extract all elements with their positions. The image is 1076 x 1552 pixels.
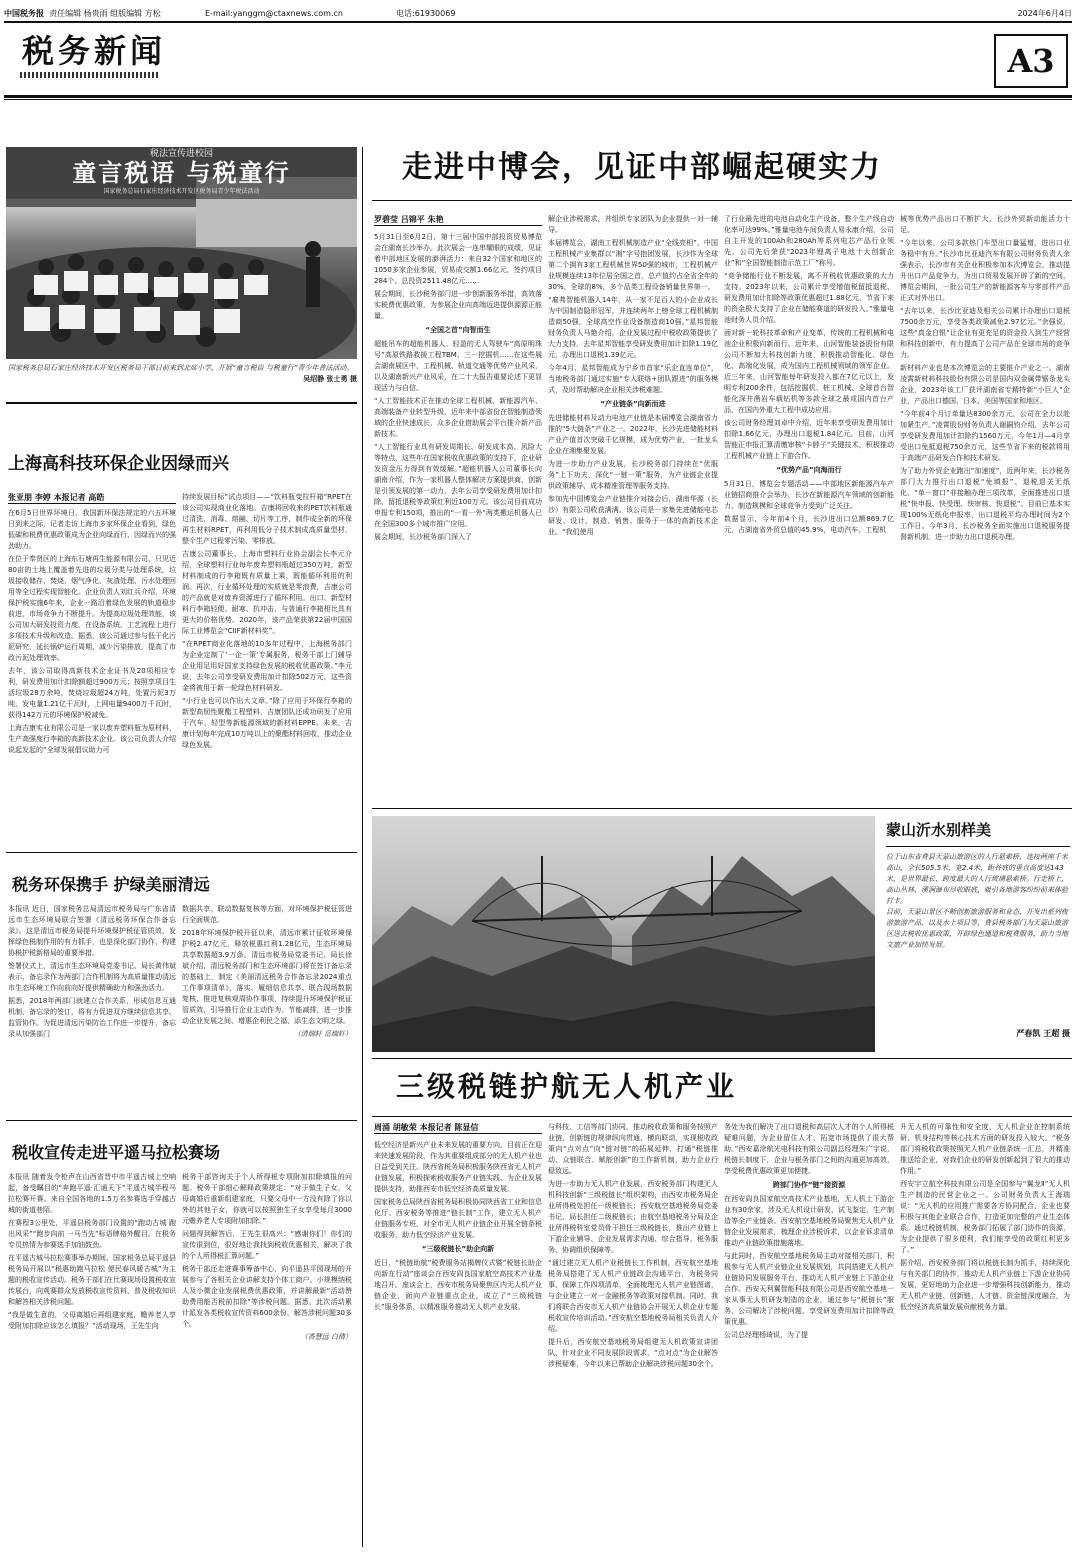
paragraph: 面对新一轮科技革命和产业变革，传统的工程机械和电池企业积极向新而行。近年来，山河智能装备股份有限公司不断加大科技创新力度，积极推动智能化、绿色化、高端化发展，成为国内工程机械领域的领军企业。近三年来，山河智能每年研发投入都在7亿元以上，发明专利200余件，包括挖掘机、桩工机械、全球首台智能化深井凿岩车载钻机等多款全球之最或国内首台产品，在国内外重大工程中成功应用。 — [724, 329, 894, 414]
paragraph: 问题得到解答后，王先生很高兴：“感谢你们！你们的宣传很到位，很好地让我找到税收优惠相关，解决了我的个人所得税汇算问题。” — [182, 1230, 352, 1260]
paragraph: 税务干部还走进赛事筹备中心，向平遥县平园现场的开展参与了各相关企业讲解支持个体工商户、小规模纳税人及小微企业发展税费优惠政策，并讲解最新“活动赞助费用能否税前扣除”等涉税问题。据悉，此次活动累计派发各类税收宣传资料600余份，解答涉税问题30多个。 — [182, 1265, 352, 1328]
drone-subheading: 跨部门协作“链”接资源 — [772, 1181, 846, 1189]
expo-column-1 — [374, 232, 542, 800]
paragraph: 参加先中国博览会产业链推介对接会后，湖南华源（长沙）有限公司收获满满。该公司是一家集先进储能电芯研发、设计、制造、销售、服务于一体的高新技术企业。“我们使用 — [548, 495, 718, 536]
paragraph: 在6月5日世界环境日、我国新环保法规定的六五环境日到来之际，记者走访上海市多家环保企业看到，绿色低碳和税费优惠政策成为企业向绿而行、因绿而兴的强劲助力。 — [8, 509, 176, 550]
paragraph: “我是做生意的，父母离婚后再组建家庭，赡养老人享受附加扣除应该怎么填报？”活动现场，王先生向 — [8, 1311, 176, 1330]
paragraph: 展会期间，长沙税务部门进一步创新服务举措，高效落实税费优惠政策，为参展企业向高端迈进提供源源正能量。 — [374, 290, 542, 320]
paragraph: 展会期间，长沙税务部门深入了 — [374, 533, 472, 541]
drone-byline: 周涌 胡敏荣 本报记者 陈显信 — [374, 1122, 542, 1134]
shanghai-column-2 — [182, 492, 352, 844]
expo-byline: 罗碧莹 吕锦平 朱艳 — [374, 214, 542, 226]
paragraph: 5月31日，博览会专题活动——中部地区新能源汽车产业链招商推介会举办，长沙在新能源汽车领域的创新能力、制造规模和全球竞争力受到广泛关注。 — [724, 480, 894, 510]
paragraph: 为了助力外贸企业跑出“加速度”，近两年来，长沙税务部门大力推行出口退税“免填报”、退税退关无纸化、“单一窗口”非接触办理三项改革，全面推进出口退税“快申报、快受理、快审核、快退税”。目前已基本实现100%无纸化申报率，出口退税平均办理时间为2个工作日。今年3月，长沙税务全面实施出口退税服务提督新机制，进一步助力出口退税办理。 — [900, 467, 1070, 541]
paragraph: 与科技、工信等部门协同，推动税收政策和服务按照产业链、创新链的规律纵向贯通、横向联动，实现税收政策向“点对点”向“链对链”的拓展延伸，打通“税链推动、众链联合、赋能创新”的工作新机制，助力企业行稳致远。 — [548, 1123, 718, 1175]
paragraph: 5月31日至6月2日，第十三届中国中部投资贸易博览会在湖南长沙举办。此次展会一连串耀眼的成绩，见证着中部地区发展的澎湃活力：来自32个国家和地区的1050多家企业参展，贸易成交额1.66亿元，签约项目284个、总投资2511.48亿元…… — [374, 233, 542, 285]
photo1-caption — [8, 363, 357, 399]
paragraph: 升无人机的可靠性和安全度，无人机企业在控制系统研、机身结构等核心技术方面的研发投入较大。“税务部门将税收政策按照无人机产业链条统一汇总，并精准推送给企业，对我们企业的研发创新起到了很大的推动作用。” — [900, 1123, 1070, 1175]
qingyuan-column-1 — [8, 904, 176, 1110]
pingyao-column-1 — [8, 1172, 176, 1546]
paragraph: 提升后，西安航空基地税务局组建无人机政策宣讲团队，针对企业不同发展阶段需求，“点对点”为企业解答涉税疑难，今年以来已帮助企业解决涉税问题30余个。 — [548, 1338, 718, 1368]
banner-subline: 国家税务总局石家庄经济技术开发区税务局青少年税法活动 — [103, 188, 260, 195]
drone-subheading: “三级税链长”助企向新 — [421, 1245, 495, 1253]
qingyuan-column-2 — [182, 904, 352, 1110]
paragraph: 国家税务总局陕西省税务局积极协同陕西省工业和信息化厅、西安税务等推进“链长制”工作，建立无人机产业链服务专班，对全市无人机产业链企业开展全链条税收服务，助力低空经济产业发展。 — [374, 1198, 542, 1239]
page-number: A3 — [994, 34, 1068, 88]
photo-mengshan-bridge — [372, 816, 875, 1052]
section-ornament — [20, 72, 160, 78]
paper-name: 中国税务报 — [4, 9, 44, 18]
photo-tax-education-activity — [6, 147, 357, 359]
photo-banner — [6, 147, 357, 199]
expo-column-3 — [724, 214, 894, 800]
paragraph: 在赛程3公里处，平遥县税务部门设置的“跑动古城 跑出风采”“跑步向前 一马当先”标语牌格外醒目。在税务专员热情为参赛选手加油鼓劲。 — [8, 1219, 176, 1249]
pingyao-credit: （香慧远 白倩） — [300, 1333, 352, 1341]
paragraph: “小行业也可以作出大文章。”除了应用于环保行李箱的新型高韧性聚酯工程塑料，吉康团队还成功研发了应用于汽车、轻型等新能源领域的新材料EPPE。未来，吉康计划每年完成10万吨以上的聚酯材料回收，推动企业绿色发展。 — [182, 697, 352, 749]
paragraph: 了行业最先进的电池自动化生产设备，整个生产线自动化率可达99%。”雅量电池车间负责人易永康介绍，公司自主开发的100Ah和280Ah等系列电芯产品行业领先，公司先后荣获“2023年锂离子电池十大创新企业”和“全国智能制造示范工厂”称号。 — [724, 215, 894, 267]
paragraph: 目前，天蒙山景区不断创新旅游服务和业态，开发出系列夜游旅游产品，以及水上项目等，费县税务部门为天蒙山旅游区送去税收优惠政策，开辟绿色通道和税费服务，助力当地文旅产业加快发展。 — [886, 908, 1068, 949]
paragraph: 持续发展目标”试点项目——“饮料瓶变拉杆箱”RPET在该公司实现商业化落地。吉康将回收来的PET饮料瓶通过清洗、消毒、熔融、切片等工序，制作成全新的环保再生材料RPET，再利用低分子技术制成高质量型材，整个生产过程零污染、零排放。 — [182, 493, 352, 545]
header-email: E-mail:yanggm@ctaxnews.com.cn — [205, 9, 343, 18]
shanghai-column-1 — [8, 508, 176, 844]
paragraph: 在西安阎良国家航空高技术产业基地，无人机上下游企业有30余家，涉及无人机设计研发、试飞鉴定、生产制造等全产业链条。西安航空基地税务局聚焦无人机产业链企业发展需求，梳理企业涉税诉求，以企业诉求清单推动产业链政策措施落地。 — [724, 1195, 894, 1247]
banner-big-title: 童言税语 与税童行 — [72, 158, 291, 187]
qingyuan-credit: （清瑞轩 岳瑞轩） — [293, 1030, 352, 1038]
paragraph: 税务干部咨询关于个人所得税专项附加扣除填报的问题。税务干部细心解释政策规定：“对于做生子女，父母离婚后重新组建家庭，只要父母中一方没有除了你以外的其他子女，你就可以按照独生子女享受每月3000元赡养老人专项附加扣除。” — [182, 1173, 352, 1225]
paragraph: 务处为我们解决了出口退税和高层次人才的个人所得税疑难问题，为企业留住人才、拓宽市场提供了很大帮助。”西安嘉涂航光电科技有限公司副总经理朱广宇说，税链长制度下，企业与税务部门之间的沟通更加高效，享受税费优惠政策更加便捷。 — [724, 1123, 894, 1175]
pingyao-column-2 — [182, 1172, 352, 1546]
expo-title: 走进中博会，见证中部崛起硬实力 — [402, 150, 882, 185]
paragraph: 为进一步助力无人机产业发展，西安税务部门构建无人机科技创新“三级税链长”组织架构，由西安市税务局企业所得税处担任一级税链长；西安航空基地税务局党委书记、局长担任二级税链长；由航空基地税务分局及企业所得税科室党员骨干担任三级税链长，推出产业链上下游企业辅导、企业发展需求沟通、综合指导、税务服务、协调组织保障等。 — [548, 1180, 718, 1254]
paragraph: 上海吉康实业有限公司是一家以废弃塑料瓶为原材料，生产高强度行李箱的高新技术企业。该公司负责人介绍说起发起的“全球发展倡议助力可 — [8, 724, 176, 754]
paragraph: 低空经济是新兴产业未来发展的重要方向，目前正在迎来快速发展阶段，作为其重要组成部分的无人机产业也日益受到关注。陕西省税务局积极服务陕西省无人机产业链发展，积极探索税收服务产业链实践，为企业发展提供支持，助推西安市低空经济高质量发展。 — [374, 1141, 542, 1193]
bridge-scene-graphic — [372, 816, 875, 1052]
paragraph: 数据共享、联动数据复核等方面，对环境保护税征管进行全面规范。 — [182, 905, 352, 924]
paragraph: “去年以来，长沙比亚迪及相关公司累计办理出口退税7500余万元，享受各类政策减免2.97亿元。”余强说，这些“真金白银”让企业有更充足的资金投入到生产经营和科技创新中，有力提高了公司产品在全球市场的竞争力。 — [900, 307, 1070, 359]
expo-subheading: “产业链条”向新而进 — [600, 400, 666, 408]
paragraph: 签署仪式上，清远市生态环境局党委书记、局长黄伟斌表示，备忘录作为两部门合作机制将为高质量推动清远市生态环境工作向前向好提供精确助力和强劲活力。 — [8, 962, 176, 992]
expo-column-4 — [900, 214, 1070, 800]
paragraph: “竞争储能行业不断发展，离不开税收优惠政策的大力支持。2023年以来，公司累计享受增值税留抵退税、研发费用加计扣除等政策优惠超过1.88亿元，节省下来的资金极大支持了企业在储能赛道的研发投入。”雅量电池财务人员介绍。 — [724, 272, 894, 324]
paragraph: “人工智能行业具有研发周期长、研发成本高、风险大等特点，这些年在国家税收优惠政策的支持下，企业研发资金压力得到有效缓解。”超能机器人公司董事长向湖南介绍，作为一家机器人整体解决方案提供商，创新是引领发展的第一动力，去年公司享受研发费用加计扣除、留抵退税等政策红利近100万元。该公司目前成功申报专利150项，推出的“一看一外”两类搬运机器人已在全国300多个城市推广应用。 — [374, 443, 542, 528]
paragraph: 为进一步助力产业发展，长沙税务部门持续在“优服务”上下功夫，深化“一链一策”服务，为产业链企业提供政策辅导、成本精准管理等服务支持。 — [548, 460, 718, 490]
drone-column-3 — [724, 1122, 894, 1546]
editors: 责任编辑 杨贵雨 组版编辑 方松 — [49, 9, 161, 18]
photo1-credit: 吴绍静 张士勇 摄 — [303, 375, 357, 383]
drone-title: 三级税链护航无人机产业 — [396, 1070, 738, 1103]
paragraph: 数据显示，今年前4个月，长沙进出口总额869.7亿元，占湖南省外贸总值的45.9%，电动汽车、工程机 — [724, 515, 894, 534]
paragraph: 新材料产业也是本次博览会的主要推介产业之一。湖南凌霄新材料科技股份有限公司是国内双金属带锯条龙头企业，2023年该工厂获评湖南省专精特新“小巨人”企业，产品出口德国、日本、美国等国家和地区。 — [900, 364, 1070, 405]
pingyao-title: 税收宣传走进平遥马拉松赛场 — [12, 1143, 221, 1162]
expo-subheading: “优势产品”向海而行 — [776, 466, 842, 474]
paragraph: 吉康公司董事长、上海市塑料行业协会副会长李元介绍，全球塑料行业每年废弃塑料瓶超过350万吨，新型材料制成的行李箱既有质量上乘，既能循环利用的利润。再次，行业循环处理的实质就是零浪费，吉康公司的产品就是对废弃资源进行了循环利用。出口、新型材料行李箱轻便、耐寒、抗冲击，与普通行李箱相比具有更大的价格优势。2020年，该产品荣获第22届中国国际工业博览会“CIIF新材料奖”。 — [182, 550, 352, 635]
header-phone: 电话:61930069 — [396, 9, 456, 18]
paragraph: 位于山东省费县天蒙山旅游区的人行悬索桥，连接两座千米高山，全长505.5米，宽2.4米，距谷底的垂直高度达143米，是世界最长、跨度最大的人行玻璃悬索桥。行走桥上，高山丛林、溪涧瀑布尽收眼底，吸引各地游客纷纷前来体验打卡。 — [886, 853, 1068, 905]
paragraph: “人工智能技术正在推动全球工程机械、新能源汽车、高端装备产业转型升级，近年来中部省份在智能制造领域的企业快速成长，众多企业借助展会平台推介新产品新技术。 — [374, 397, 542, 438]
photo2-title: 蒙山沂水别样美 — [886, 821, 992, 839]
paragraph: 超能吊车的超能机器人、轻盈的无人驾驶车“高原明珠号”高原铁路救援工程TBM、三一挖掘机……在这些展会湖南展区中，工程机械、轨道交通等优势产业风采，以及湖南新兴产业风采，在二十大报告重要论述下更显现活力与自信。 — [374, 340, 542, 392]
paragraph: 本报讯 随着发令枪声在山西省晋中市平遥古城上空响起，备受瞩目的“奔跑平遥·汇通天下”平遥古城半程马拉松赛开赛。来自全国各地的1.5万名参赛选手穿越古城的街道巷陌。 — [8, 1173, 176, 1214]
paragraph: 在位于奉贤区的上海东石塘再生能源有限公司，只见近80亩的土地上覆盖着先进的垃圾分类与处理系统，垃圾接收储存、焚烧、烟气净化、灰渣处理、污水处理回用等全过程实现智能化。企业负责人刘红兵介绍，环境保护税实施6年来，企业一路沿着绿色发展的轨道稳步前进，市场竞争力不断提升。为提高垃圾处理效能，该公司加大研发投资力度，在设备系统、工艺流程上进行多项技术升级和改造。据悉，该公司通过参与低干化污泥研究，延长锅炉运行周期，减少污染排放，提高了市政污泥处理效率。 — [8, 555, 176, 662]
paragraph: “今年以来，公司多款热门车型出口量猛增，进出口业务稳中有升。”长沙市比亚迪汽车有限公司财务负责人余强表示，长沙市有关企业积极参加本次博览会，推动提升出口产品竞争力，为出口贸易发展开辟了新的空间，博览会期间，一批公司生产的新能源客车与零部件产品正式对外出口。 — [900, 239, 1070, 302]
paragraph: 本届博览会，湖南工程机械制造产业“全线亮相”，中国工程机械产业集群以“湘”字号抱团发展，长沙作为全球第二个拥有3家工程机械世界50强的城市，工程机械产业规模连续13年位居全国之首，总产值约占全省全年的30%、全球的8%，多个品类工程设备销量世界第一。 — [548, 239, 718, 291]
paragraph: “通过建立无人机产业税链长工作机制，西安航空基地税务局搭建了无人机产业链政企沟通平台，为税务同事、保障工作四项清单，全面梳理无人机产业链图谱，与企业建立一对一金融税务等政策对接机制。同时，我们将联合西安市无人机产业链协会开展无人机企业专题税收宣传培训活动。”西安航空基地税务局相关负责人介绍。 — [548, 1259, 718, 1333]
paragraph: 该公司财务经理刘卓中介绍，近年来享受研发费用加计扣除1.66亿元，办理出口退税1.84亿元。目前，山河智能正申报汇算清缴审核“卡脖子”关键技术，积极推动工程机械产业链上下游合作。 — [724, 419, 894, 460]
paragraph: 械等优势产品出口不断扩大，长沙外贸新动能活力十足。 — [900, 215, 1070, 234]
paragraph: 在平遥古城马拉松赛事举办期间，国家税务总局平遥县税务局开展以“税惠助跑马拉松 便民春风暖古城”为主题的税收宣传活动。税务干部们在比赛现场设置税收宣传展台，向观赛群众发放税收宣传资料，普及税收知识和解答相关涉税问题。 — [8, 1254, 176, 1306]
drone-column-1 — [374, 1140, 542, 1546]
banner-small-title: 税法宣传进校园 — [149, 149, 213, 159]
paragraph: 据介绍，西安税务部门将以税链长制为抓手，持续深化与有关部门的协作，推动无人机产业链上下游企业协同发展，更好地助力企业进一步增强科技创新能力，推动无人机产业链、创新链、人才链、资金链深度融合，为低空经济高质量发展贡献税务力量。 — [900, 1259, 1070, 1311]
shanghai-byline: 张亚朋 李婷 本报记者 高皓 — [8, 492, 176, 504]
photo2-text — [886, 852, 1070, 1022]
paragraph: 去年，该公司取得高新技术企业证书及20项相应专利，研发费用加计扣除额超过900万元；按照享项目生活垃圾28万余吨，焚烧垃圾超24万吨，处置污泥3万吨，发电量1.21亿千瓦时，上网电量9400万千瓦时，获得142万元的环境保护税减免。 — [8, 667, 176, 719]
paragraph: “在RPET商业化落地的10多年过程中，上海税务部门为企业定制了‘一企一策’专属服务，税务干部上门辅导企业用足用好国家支持绿色发展的税收优惠政策。”李元说，去年公司享受研发费用加计扣除502万元，这些资金将被用于新一轮绿色材料研发。 — [182, 640, 352, 692]
photo2-credit: 严春凯 王超 摄 — [1016, 1029, 1070, 1038]
paragraph: 公司总经理杨琦说，为了提 — [724, 1331, 808, 1339]
shanghai-title: 上海高科技环保企业因绿而兴 — [8, 454, 229, 474]
header-date: 2024年6月4日 — [1017, 9, 1072, 18]
paragraph: “今年前4个月订单量达8300余万元，公司在全力以赴加紧生产。”凌霄股份财务负责人谢嗣钧介绍，去年公司享受研发费用加计扣除约1560万元，今年1月—4月享受出口免抵退税750余万元，这些节省下来的税款将用于高端产品研发合作和技术研发。 — [900, 410, 1070, 462]
paragraph: 西安宇立航空科技有限公司是全国参与“翼龙Ⅱ”无人机生产制造的民营企业之一。公司财务负责人王海瑞说：“无人机的应用推广需要各方协同配合，企业也要积极与其他企业联合合作，打造更加完整的产业生态体系。通过税链机制，税务部门拓展了部门协作的资源，为企业提供了很多便利，我们能享受的政策红利更多了。” — [900, 1180, 1070, 1254]
paragraph: 与此同时，西安航空基地税务局主动对接相关部门，积极参与无人机产业链企业发展规划，共同搭建无人机产业链协同发展服务平台，推动无人机产业链上下游企业合作。西安天利翼智能科技有限公司是西安航空基地一家从事无人机研发制造的企业，通过参与“税链长”服务，公司解决了涉税问题，享受研发费用加计扣除等政策优惠。 — [724, 1252, 894, 1326]
section-title: 税务新闻 — [22, 32, 167, 70]
paragraph: 2018年环境保护税开征以来，清远市累计征收环境保护税2.47亿元，释放税惠红利1.28亿元，生态环境局共享数据超3.9万条。清远市税务局党委书记、局长徐斌介绍，清远税务部门和生态环境部门将在签订备忘录的基础上，制定《美丽清远税务合作备忘录2024重点工作事项清单》，落实、履细信息共享、联合现场数据复核、推进复核观周协作事项，持续提升环境保护税征管质效，引导推行企业主动作为、节能减排，进一步推动企业发展之间、增惠企利民之福、添生态文明之绿。 — [182, 929, 352, 1025]
expo-column-2 — [548, 214, 718, 800]
paragraph: 解企业涉税需求，并组织专家团队为企业提供一对一辅导。 — [548, 215, 718, 234]
paragraph: “雇弗智能机器人14年，从一家不足百人的小企业成长为中国制造隐形冠军，并连续两年上榜全球工程机械制造商50强，全球高空作业设备制造商10强。”星邦智能财务负责人马艳介绍，企业发展过程中税收政策提供了大力支持，去年星邦智能享受研发费用加计扣除1.19亿元，办理出口退税1.39亿元。 — [548, 296, 718, 359]
paragraph: 今年4月，星邦智能成为宁乡市首家“乐企直连单位”，当地税务部门通过实施“专人联络+团队跟进”的服务模式，及时帮助解决企业相关涉税难题。 — [548, 364, 718, 394]
paragraph: 本报讯 近日，国家税务总局清远市税务局与广东省清远市生态环境局联合签署《清远税务环保合作备忘录》。这是清远市税务局提升环境保护税征管质效、发挥绿色税制作用的有力抓手，也是深化部门协作、构建协税护税新格局的重要举措。 — [8, 905, 176, 957]
paragraph: 据悉，2018年两部门就建立合作关系，形成信息互通机制，备忘录的签订，将有力促进双方继续信息共享、监管协作。为促进清远污染防治工作进一步提升，备忘录从加强部门 — [8, 997, 176, 1038]
qingyuan-title: 税务环保携手 护绿美丽清远 — [12, 875, 210, 894]
drone-column-4 — [900, 1122, 1070, 1546]
paragraph: 先进储能材料及动力电池产业链是本届博览会湖南省力推的“5大链条”产业之一。2022年，长沙先进储能材料产业产值首次突破千亿规模，成为优势产业，一批龙头企业在湘集聚发展。 — [548, 414, 718, 455]
expo-subheading: “全国之首”向智而生 — [425, 326, 491, 334]
drone-column-2 — [548, 1122, 718, 1546]
paragraph: 近日，“税链助航”税费服务站揭牌仪式暨“税链长助企向新在行动”座谈会在西安阎良国家航空高技术产业基地召开。座谈会上，西安市税务局聚焦区内无人机产业链企业，面向产业链重点企业，成立了“三级税链长”服务体系，以精准服务推动无人机产业发展。 — [374, 1259, 542, 1311]
photo1-caption-text: 国家税务总局石家庄经济技术开发区税务局干部日前来到北席小学，开展“童言税语 与税童行”青少年普法活动。 — [8, 364, 354, 372]
